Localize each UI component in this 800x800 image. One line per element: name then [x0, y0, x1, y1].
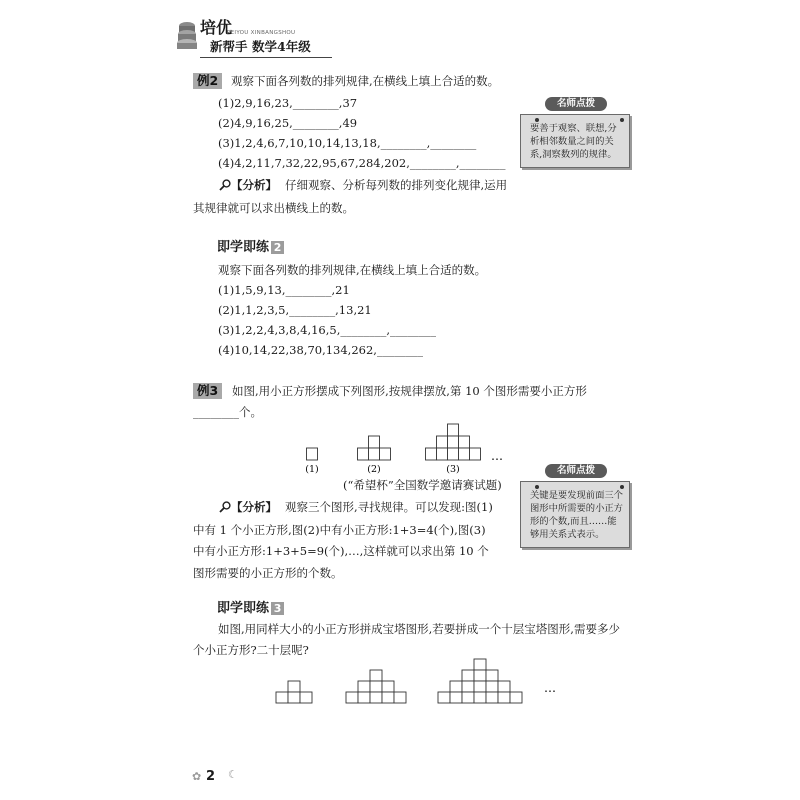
small-square: [474, 670, 486, 681]
tip-box-1: [520, 114, 630, 168]
small-square: [459, 436, 470, 448]
small-square: [394, 692, 406, 703]
ellipsis: …: [491, 449, 503, 463]
tip-line: 够用关系式表示。: [530, 529, 605, 540]
example-3-prompt: 如图,用小正方形摆成下列图形,按规律摆放,第 10 个图形需要小正方形: [232, 384, 587, 398]
small-square: [450, 681, 462, 692]
small-square: [438, 692, 450, 703]
small-square: [358, 692, 370, 703]
source-citation: (“希望杯”全国数学邀请赛试题): [343, 478, 502, 492]
practice-2-item: (4)10,14,22,38,70,134,262,________: [218, 343, 423, 357]
small-square: [288, 692, 300, 703]
small-square: [358, 681, 370, 692]
tip-title-2: 名师点拨: [545, 464, 607, 478]
example-3-analysis-line: 图形需要的小正方形的个数。: [193, 566, 343, 580]
small-square: [369, 448, 380, 460]
example-2-analysis-line: [231, 178, 507, 192]
practice-title-text: 即学即练: [217, 240, 270, 255]
tip-pin-icon: [620, 485, 624, 489]
small-square: [474, 692, 486, 703]
tip-box-2: [520, 481, 630, 548]
example-2-item: (2)4,9,16,25,________,49: [218, 116, 358, 130]
analysis-label: 【分析】: [231, 178, 277, 192]
ellipsis: …: [544, 681, 556, 695]
example-2-prompt: 观察下面各列数的排列规律,在横线上填上合适的数。: [231, 74, 500, 88]
example-2-tag: 例2: [193, 73, 222, 89]
example-2-item: (1)2,9,16,23,________,37: [218, 96, 358, 110]
small-square: [462, 681, 474, 692]
small-square: [486, 692, 498, 703]
small-square: [498, 681, 510, 692]
small-square: [474, 681, 486, 692]
small-square: [370, 670, 382, 681]
magnifier-icon: [219, 501, 231, 513]
tip-title-1: 名师点拨: [545, 97, 607, 111]
tip-pin-icon: [620, 118, 624, 122]
analysis-label: 【分析】: [231, 500, 277, 514]
small-square: [370, 681, 382, 692]
practice-2-item: (2)1,1,2,3,5,________,13,21: [218, 303, 372, 317]
tip-line: 析相邻数量之间的关: [530, 136, 614, 147]
small-square: [369, 436, 380, 448]
practice-3-title: [217, 601, 284, 616]
small-square: [459, 448, 470, 460]
small-square: [382, 692, 394, 703]
small-square: [380, 448, 391, 460]
magnifier-icon: [219, 179, 231, 191]
example-3-analysis-line: [231, 500, 493, 514]
practice-2-item: (1)1,5,9,13,________,21: [218, 283, 350, 297]
small-square: [307, 448, 318, 460]
analysis-text: 仔细观察、分析每列数的排列变化规律,运用: [285, 178, 508, 192]
small-square: [437, 448, 448, 460]
small-square: [462, 670, 474, 681]
small-square: [426, 448, 437, 460]
page-number: 2: [206, 769, 216, 784]
figure-1: [276, 681, 312, 703]
practice-number-badge: 2: [271, 241, 284, 254]
figure-label: (3): [446, 464, 460, 475]
tip-pin-icon: [535, 485, 539, 489]
example-3-prompt: ________个。: [193, 405, 262, 419]
example-2-analysis-line: 其规律就可以求出横线上的数。: [193, 201, 354, 215]
small-square: [437, 436, 448, 448]
small-square: [288, 681, 300, 692]
tip-line: 形的个数,而且……能: [530, 516, 617, 527]
small-square: [370, 692, 382, 703]
analysis-text: 观察三个图形,寻找规律。可以发现:图(1): [285, 500, 493, 514]
footer-decoration-icon: ✿: [192, 770, 202, 783]
small-square: [486, 670, 498, 681]
tip-line: 要善于观察、联想,分: [530, 123, 617, 134]
figure-label: (2): [367, 464, 381, 475]
book-stack-icon: [176, 20, 198, 52]
small-square: [448, 448, 459, 460]
small-square: [358, 448, 369, 460]
brand-pinyin: PEIYOU XINBANGSHOU: [227, 30, 296, 36]
practice-3-prompt: 如图,用同样大小的小正方形拼成宝塔图形,若要拼成一个十层宝塔图形,需要多少: [218, 622, 620, 636]
series-name: 新帮手: [210, 39, 248, 54]
footer-decoration-icon: ☾: [228, 768, 238, 781]
practice-2-prompt: 观察下面各列数的排列规律,在横线上填上合适的数。: [218, 263, 487, 277]
small-square: [300, 692, 312, 703]
example-3-figures: [280, 418, 520, 478]
small-square: [276, 692, 288, 703]
tip-pin-icon: [535, 118, 539, 122]
header-divider: [200, 57, 332, 58]
practice-2-item: (3)1,2,2,4,3,8,4,16,5,________,________: [218, 323, 437, 337]
figure-3: [426, 424, 481, 475]
small-square: [450, 692, 462, 703]
figure-3: [438, 659, 522, 703]
tip-line: 图形中所需要的小正方: [530, 503, 623, 514]
practice-number-badge: 3: [271, 602, 284, 615]
small-square: [382, 681, 394, 692]
figure-2: [346, 670, 406, 703]
practice-title-text: 即学即练: [217, 601, 270, 616]
practice-3-prompt: 个小正方形?二十层呢?: [193, 643, 309, 657]
example-3-analysis-line: 中有 1 个小正方形,图(2)中有小正方形:1+3=4(个),图(3): [193, 523, 486, 537]
small-square: [448, 424, 459, 436]
subject-grade: 数学4年级: [252, 39, 311, 54]
brand-title: 培优: [200, 18, 233, 37]
pagoda-figures: [260, 650, 570, 710]
small-square: [470, 448, 481, 460]
example-2-item: (3)1,2,4,6,7,10,10,14,13,18,________,________: [218, 136, 477, 150]
tip-line: 关键是要发现前面三个: [530, 490, 623, 501]
small-square: [510, 692, 522, 703]
small-square: [498, 692, 510, 703]
example-2-item: (4)4,2,11,7,32,22,95,67,284,202,________,________: [218, 156, 506, 170]
small-square: [486, 681, 498, 692]
figure-2: [358, 436, 391, 475]
small-square: [448, 436, 459, 448]
practice-2-title: [217, 240, 284, 255]
figure-label: (1): [305, 464, 319, 475]
example-3-tag: 例3: [193, 383, 222, 399]
small-square: [462, 692, 474, 703]
example-3-analysis-line: 中有小正方形:1+3+5=9(个),…,这样就可以求出第 10 个: [193, 544, 489, 558]
tip-line: 系,洞察数列的规律。: [530, 149, 617, 160]
small-square: [474, 659, 486, 670]
small-square: [346, 692, 358, 703]
figure-1: [305, 448, 318, 475]
